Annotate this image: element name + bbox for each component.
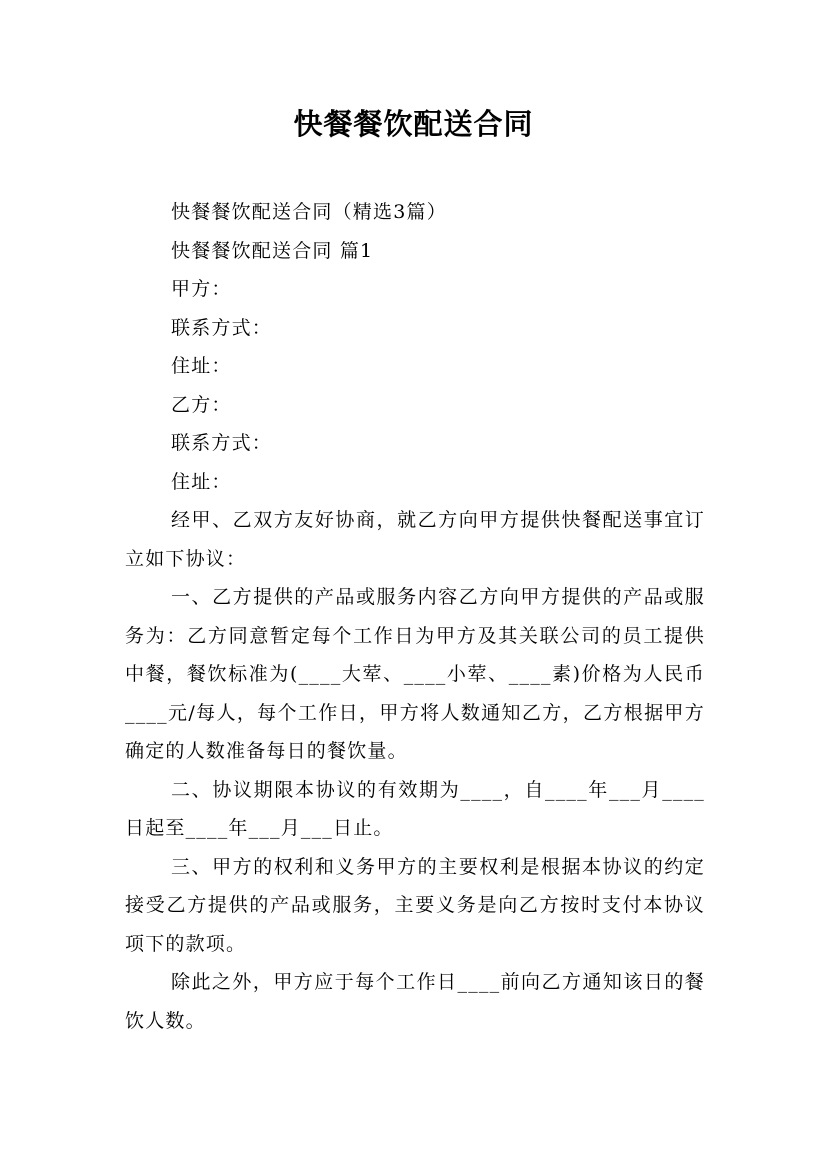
paragraph-clause-3-extra: 除此之外，甲方应于每个工作日____前向乙方通知该日的餐饮人数。 bbox=[125, 971, 705, 1032]
document-body bbox=[125, 193, 705, 1040]
paragraph-clause-3: 三、甲方的权利和义务甲方的主要权利是根据本协议的约定接受乙方提供的产品或服务，主要义务是向乙方按时支付本协议项下的款项。 bbox=[125, 855, 705, 955]
paragraph-clause-1: 一、乙方提供的产品或服务内容乙方向甲方提供的产品或服务为：乙方同意暂定每个工作日为甲方及其关联公司的员工提供中餐，餐饮标准为(____大荤、____小荤、____素)价格为人民币____元/每人，每个工作日，甲方将人数通知乙方，乙方根据甲方确定的人数准备每日的餐饮量。 bbox=[125, 586, 705, 762]
paragraph-party-b-contact: 联系方式： bbox=[171, 432, 273, 454]
paragraph-party-a-contact: 联系方式： bbox=[171, 316, 273, 339]
paragraph-clause-2: 二、协议期限本协议的有效期为____，自____年___月____日起至____年___月___日止。 bbox=[125, 778, 705, 839]
paragraph-section-heading: 快餐餐饮配送合同 篇1 bbox=[171, 239, 374, 262]
paragraph-party-b-address: 住址： bbox=[171, 470, 232, 493]
paragraph-party-a-address: 住址： bbox=[171, 355, 232, 377]
paragraph-subtitle: 快餐餐饮配送合同（精选3篇） bbox=[171, 201, 447, 223]
paragraph-preamble: 经甲、乙双方友好协商，就乙方向甲方提供快餐配送事宜订立如下协议： bbox=[125, 509, 705, 570]
document-title: 快餐餐饮配送合同 bbox=[293, 107, 534, 141]
paragraph-party-b: 乙方： bbox=[171, 393, 232, 416]
paragraph-party-a: 甲方： bbox=[171, 278, 232, 300]
